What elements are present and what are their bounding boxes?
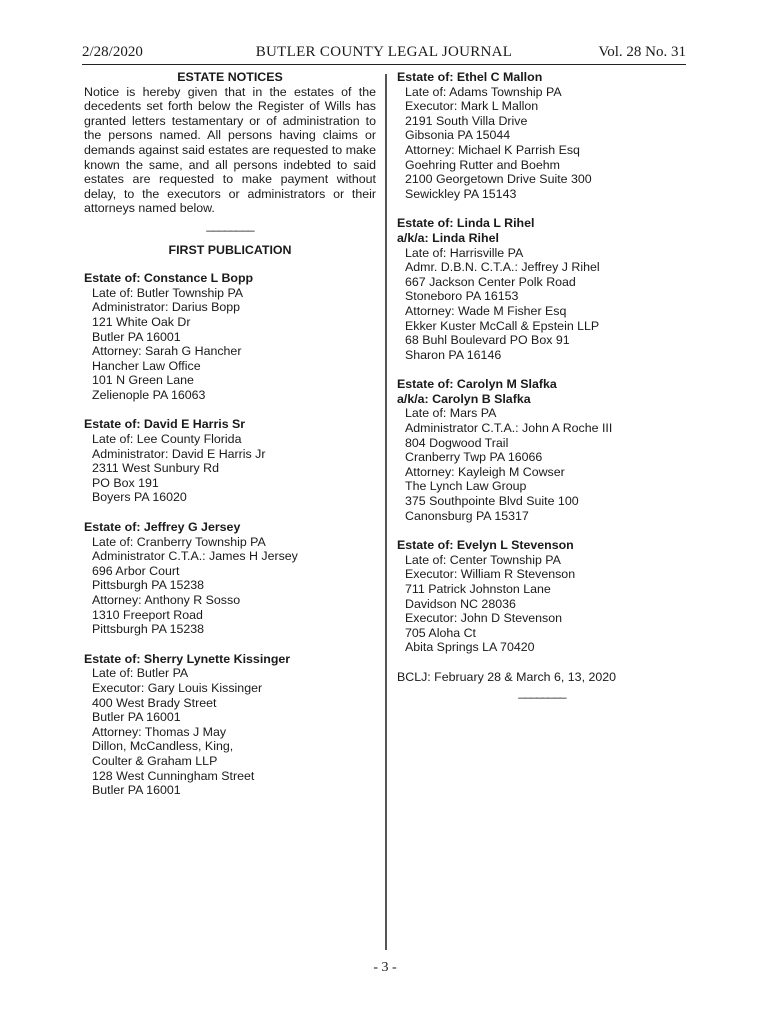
first-publication-heading: FIRST PUBLICATION <box>168 242 292 257</box>
estate-detail-line: Administrator: David E Harris Jr <box>92 446 266 461</box>
estate-aka: a/k/a: Carolyn B Slafka <box>397 391 531 406</box>
estate-detail-line: 68 Buhl Boulevard PO Box 91 <box>405 333 570 348</box>
estate-detail-line: 128 West Cunningham Street <box>92 768 255 783</box>
estate-detail-line: Boyers PA 16020 <box>92 490 187 505</box>
estate-detail-line: Dillon, McCandless, King, <box>92 739 234 754</box>
estate-entry <box>397 216 687 362</box>
estate-detail-line: 375 Southpointe Blvd Suite 100 <box>405 494 579 509</box>
estate-detail-line: Executor: Gary Louis Kissinger <box>92 680 263 695</box>
estate-entry <box>397 538 687 655</box>
estate-detail-line: Late of: Mars PA <box>405 406 497 421</box>
estate-name: Estate of: Sherry Lynette Kissinger <box>84 651 291 666</box>
estate-detail-line: Executor: Mark L Mallon <box>405 99 539 114</box>
notice-paragraph: Notice is hereby given that in the estates of the decedents set forth below the Register of Wills has granted letters testamentary or of administration to the persons named. All persons having claims or demands against said estates are requested to make known the same, and all persons indebted to said estates are requested to make payment without delay, to the executors or administrators or their attorneys named below. <box>84 84 376 216</box>
estate-detail-line: Goehring Rutter and Boehm <box>405 157 560 172</box>
estate-detail-line: Butler PA 16001 <box>92 783 181 798</box>
estate-detail-line: Stoneboro PA 16153 <box>405 289 519 304</box>
estate-detail-line: Butler PA 16001 <box>92 710 181 725</box>
estate-detail-line: Abita Springs LA 70420 <box>405 640 535 655</box>
right-estate-list <box>397 70 687 655</box>
estate-detail-line: Attorney: Kayleigh M Cowser <box>405 464 565 479</box>
estate-notices-title: ESTATE NOTICES <box>177 70 283 84</box>
estate-detail-line: Attorney: Anthony R Sosso <box>92 593 241 607</box>
estate-detail-line: Zelienople PA 16063 <box>92 387 206 402</box>
estate-name: Estate of: Linda L Rihel <box>397 216 535 231</box>
estate-detail-line: 121 White Oak Dr <box>92 314 191 329</box>
running-header <box>82 44 686 64</box>
estate-detail-line: Executor: John D Stevenson <box>405 611 563 626</box>
page-number: - 3 - <box>373 960 397 975</box>
estate-entry <box>84 417 376 505</box>
end-separator: ________ <box>518 684 566 699</box>
estate-detail-line: Hancher Law Office <box>92 358 201 373</box>
estate-detail-line: Butler PA 16001 <box>92 329 181 344</box>
estate-detail-line: Late of: Cranberry Township PA <box>92 534 266 549</box>
estate-name: Estate of: Jeffrey G Jersey <box>84 520 241 535</box>
estate-name: Estate of: Evelyn L Stevenson <box>397 538 574 553</box>
estate-detail-line: Attorney: Wade M Fisher Esq <box>405 303 567 318</box>
estate-detail-line: Cranberry Twp PA 16066 <box>405 450 543 465</box>
left-estate-list <box>84 271 376 798</box>
estate-detail-line: 705 Aloha Ct <box>405 625 476 640</box>
separator: ________ <box>206 217 254 232</box>
estate-detail-line: Coulter & Graham LLP <box>92 753 218 768</box>
right-column <box>397 70 687 699</box>
estate-detail-line: 1310 Freeport Road <box>92 607 203 622</box>
estate-name: Estate of: Constance L Bopp <box>84 271 254 286</box>
estate-detail-line: 711 Patrick Johnston Lane <box>405 582 551 596</box>
estate-name: Estate of: Carolyn M Slafka <box>397 377 557 392</box>
estate-entry <box>84 652 376 798</box>
estate-entry <box>397 70 687 201</box>
publication-dates: BCLJ: February 28 & March 6, 13, 2020 <box>397 669 617 684</box>
estate-entry <box>84 520 376 637</box>
estate-detail-line: 667 Jackson Center Polk Road <box>405 274 576 289</box>
estate-detail-line: Canonsburg PA 15317 <box>405 508 529 523</box>
estate-detail-line: Administrator C.T.A.: James H Jersey <box>92 549 298 564</box>
estate-detail-line: Late of: Lee County Florida <box>92 432 242 447</box>
estate-detail-line: Davidson NC 28036 <box>405 596 516 611</box>
estate-detail-line: 2191 South Villa Drive <box>405 113 528 128</box>
header-date: 2/28/2020 <box>82 44 143 60</box>
header-journal-title: BUTLER COUNTY LEGAL JOURNAL <box>255 44 513 60</box>
estate-detail-line: Late of: Butler PA <box>92 666 189 681</box>
estate-detail-line: Sewickley PA 15143 <box>405 186 517 201</box>
estate-aka: a/k/a: Linda Rihel <box>397 230 499 245</box>
estate-detail-line: Gibsonia PA 15044 <box>405 128 511 143</box>
header-rule <box>82 64 686 65</box>
estate-detail-line: Attorney: Sarah G Hancher <box>92 344 242 359</box>
estate-detail-line: 400 West Brady Street <box>92 695 217 710</box>
estate-detail-line: Sharon PA 16146 <box>405 347 502 362</box>
estate-detail-line: 696 Arbor Court <box>92 563 180 578</box>
estate-detail-line: Late of: Adams Township PA <box>405 84 562 99</box>
estate-detail-line: Late of: Center Township PA <box>405 552 561 567</box>
estate-detail-line: Administrator C.T.A.: John A Roche III <box>405 421 613 436</box>
column-divider <box>385 74 387 950</box>
estate-detail-line: Late of: Butler Township PA <box>92 285 244 300</box>
estate-detail-line: 2100 Georgetown Drive Suite 300 <box>405 172 592 187</box>
estate-detail-line: 804 Dogwood Trail <box>405 435 509 450</box>
estate-detail-line: Admr. D.B.N. C.T.A.: Jeffrey J Rihel <box>405 260 600 275</box>
estate-detail-line: Pittsburgh PA 15238 <box>92 622 205 637</box>
estate-detail-line: PO Box 191 <box>92 475 159 490</box>
estate-detail-line: 101 N Green Lane <box>92 373 194 388</box>
estate-detail-line: Pittsburgh PA 15238 <box>92 578 205 593</box>
estate-name: Estate of: Ethel C Mallon <box>397 70 543 84</box>
estate-detail-line: Attorney: Michael K Parrish Esq <box>405 142 580 157</box>
left-column <box>84 70 376 813</box>
estate-detail-line: Administrator: Darius Bopp <box>92 300 241 315</box>
estate-detail-line: 2311 West Sunbury Rd <box>92 461 219 476</box>
estate-entry <box>397 377 687 523</box>
estate-detail-line: Ekker Kuster McCall & Epstein LLP <box>405 318 600 333</box>
header-volume: Vol. 28 No. 31 <box>598 44 686 60</box>
estate-detail-line: The Lynch Law Group <box>405 479 527 494</box>
estate-detail-line: Late of: Harrisville PA <box>405 245 524 260</box>
estate-detail-line: Executor: William R Stevenson <box>405 567 576 582</box>
estate-name: Estate of: David E Harris Sr <box>84 417 246 432</box>
estate-entry <box>84 271 376 402</box>
estate-detail-line: Attorney: Thomas J May <box>92 724 227 739</box>
